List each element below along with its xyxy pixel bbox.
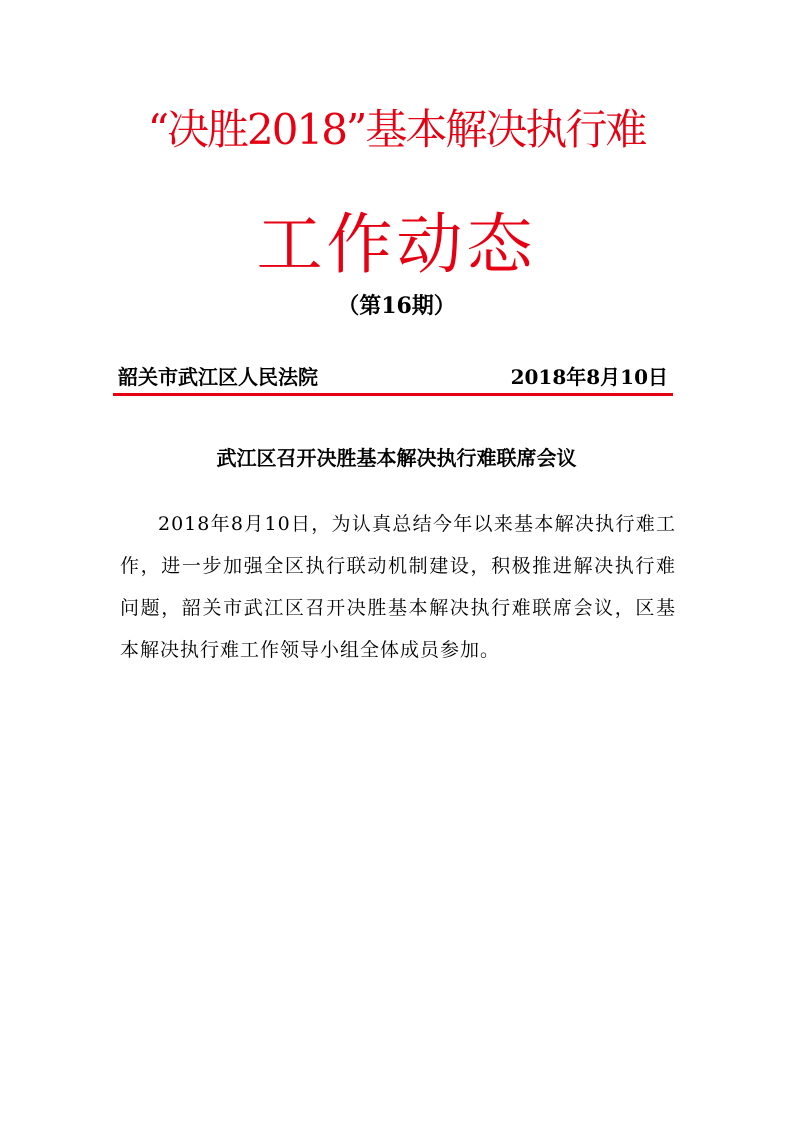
banner-title: “决胜2018”基本解决执行难	[147, 105, 646, 154]
red-divider	[113, 393, 673, 396]
article-body: 2018年8月10日，为认真总结今年以来基本解决执行难工作，进一步加强全区执行联动机制建设，积极推进解决执行难问题，韶关市武江区召开决胜基本解决执行难联席会议，区基本解决执行难工作领导小组全体成员参加。	[120, 513, 676, 661]
issuer-name: 韶关市武江区人民法院	[118, 365, 318, 389]
issue-date: 2018年8月10日	[510, 365, 668, 389]
issue-number: （第16期）	[337, 293, 456, 319]
issuer-line	[118, 361, 668, 393]
banner-subtitle: 工作动态	[256, 206, 537, 283]
article-title: 武江区召开决胜基本解决执行难联席会议	[216, 446, 577, 470]
